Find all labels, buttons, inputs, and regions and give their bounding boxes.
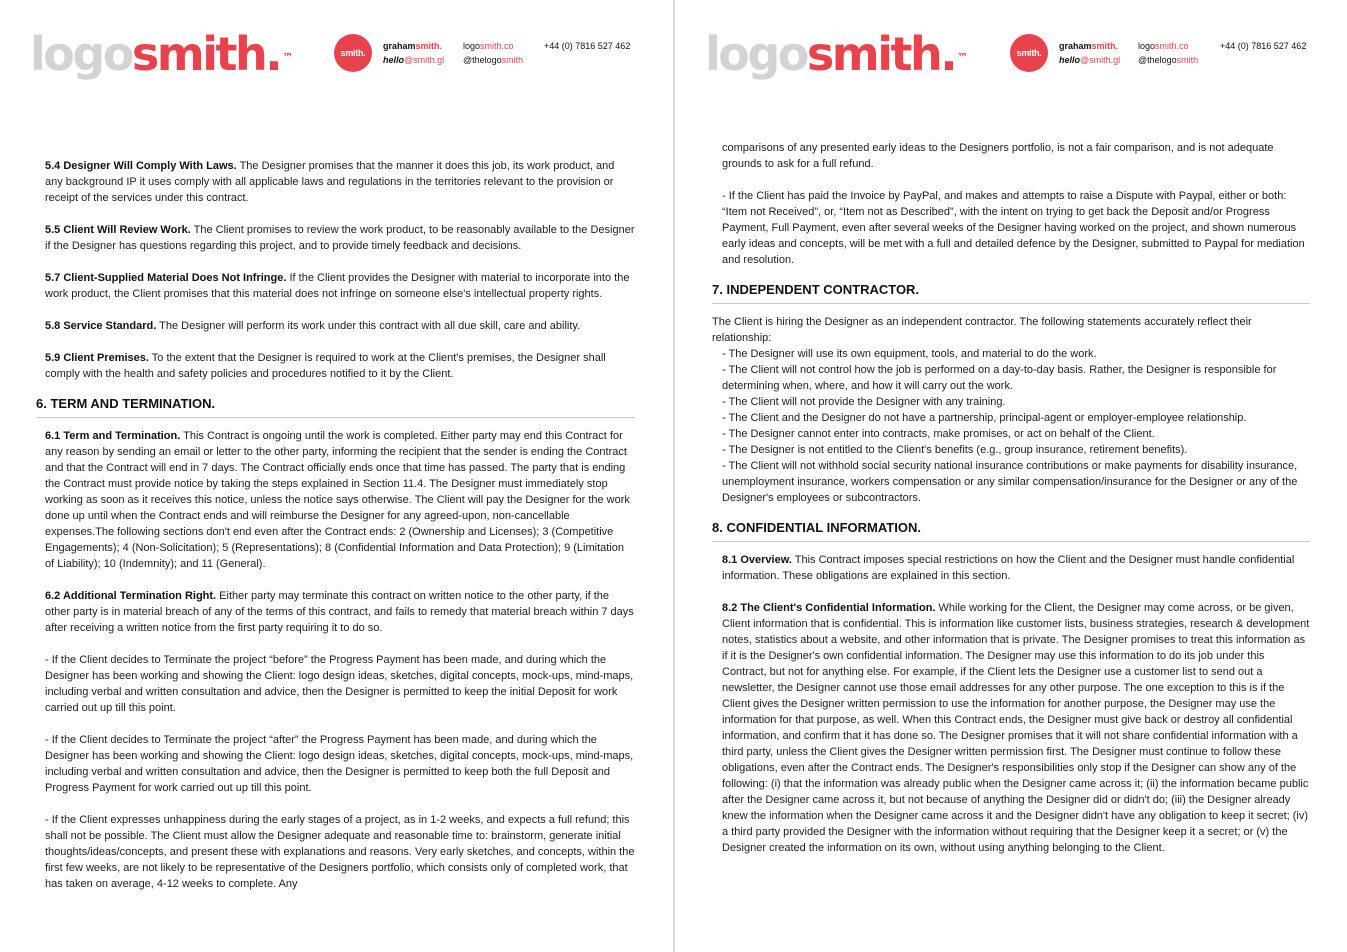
contact-phone <box>544 40 630 54</box>
clause-6-1 <box>45 428 635 572</box>
section-7-intro: The Client is hiring the Designer as an independent contractor. The following statements accurately reflect their relationship: <box>712 316 1252 344</box>
contact-social-b: smith <box>501 54 524 65</box>
contact-web-a: logo <box>1138 41 1156 51</box>
contact-name-email <box>1059 40 1120 67</box>
termination-after: - If the Client decides to Terminate the project “after” the Progress Payment has been made, and during which the Designer has been working and showing the Client: logo design ideas, sketches, digital concepts, mock-ups, mind-maps, including verbal and written consultation and advice, then the Designer is permitted to keep both the full Deposit and Progress Payment for work carried out up till this point. <box>45 734 634 794</box>
clause-5-9 <box>45 350 635 382</box>
clause-5-8 <box>45 318 635 334</box>
clause-5-7 <box>45 270 635 302</box>
clause-6-2 <box>45 588 635 636</box>
right-body <box>712 140 1310 872</box>
list-item: - The Client will not withhold social security national insurance contributions or make payments for disability insurance, unemployment insurance, workers compensation or any similar compensation/insurance for the Designer or any of the Designer's employees or subcontractors. <box>722 460 1298 504</box>
section-7-body <box>712 314 1310 506</box>
clause-8-2-text: While working for the Client, the Designer may come across, or be given, Client information that is confidential. This is information like customer lists, business strategies, research & development notes, statistics about a website, and other information that is private. The Designer promises to treat this information as if it is the Designer's own confidential information. The Designer may use this information to do its job under this Contract, but not for anything else. For example, if the Client lets the Designer use a customer list to send out a newsletter, the Designer cannot use those email addresses for any other purpose. The one exception to this is if the Client gives the Designer written permission to use the information for another purpose, the Designer may use the information for that purpose, as well. When this Contract ends, the Designer must give back or destroy all confidential information, and confirm that it has done so. The Designer promises that it will not share confidential information with a third party, unless the Client gives the Designer written permission first. The Designer must continue to follow these obligations, even after the Contract ends. The Designer's responsibilities only stop if the Designer can show any of the following: (i) that the information was already public when the Designer came across it; (ii) the information became public after the Designer came across it, but not because of anything the Designer did or didn't do; (iii) the Designer already knew the information when the Designer came across it and the Designer didn't have any obligation to keep it secret; (iv) a third party provided the Designer with the information without requiring that the Designer keep it a secret; or (v) the Designer created the information on its own, without using anything belonging to the Client. <box>722 602 1310 854</box>
clause-5-4 <box>45 158 635 206</box>
early-unhappiness: - If the Client expresses unhappiness during the early stages of a project, as in 1-2 weeks, and expects a full refund; this shall not be possible. The Client must allow the Designer adequate and reasonable time to: brainstorm, generate initial thoughts/ideas/concepts, and present these with explanations and reasons. Very early sketches, and concepts, within the first few weeks, are not likely to be representative of the Designers portfolio, which consists only of completed work, that has taken on average, 4-12 weeks to complete. Any <box>45 814 635 890</box>
contact-phone <box>1220 40 1306 54</box>
clause-5-5-title: 5.5 Client Will Review Work. <box>45 224 191 236</box>
contact-email-domain: @smith.gl <box>404 54 445 65</box>
left-body <box>36 158 635 908</box>
section-8-body <box>712 552 1310 856</box>
clause-8-1 <box>722 552 1310 584</box>
smith-badge-icon <box>1010 34 1048 72</box>
logo-trademark: ™ <box>282 51 294 64</box>
contact-web-b: smith.co <box>480 41 514 51</box>
clause-5-9-title: 5.9 Client Premises. <box>45 352 149 364</box>
clause-8-1-text: This Contract imposes special restrictions on how the Client and the Designer must handle confidential information. These obligations are explained in this section. <box>722 554 1295 582</box>
list-item: - The Client will not provide the Designer with any training. <box>722 396 1006 408</box>
clause-8-2-title: 8.2 The Client's Confidential Information. <box>722 602 936 614</box>
clause-5-7-text: If the Client provides the Designer with material to incorporate into the work product, the Client promises that this material does not infringe on someone else's intellectual property rights. <box>45 272 630 300</box>
section-8-heading: 8. CONFIDENTIAL INFORMATION. <box>712 520 1310 542</box>
clause-8-2 <box>722 600 1310 856</box>
badge-text: smith. <box>340 48 366 58</box>
contact-web-a: logo <box>463 41 481 51</box>
clause-5-5-text: The Client promises to review the work product, to be reasonably available to the Designer if the Designer has questions regarding this project, and to provide timely feedback and decisions. <box>45 224 635 252</box>
contact-email-domain: @smith.gl <box>1080 54 1121 65</box>
contact-web-b: smith.co <box>1155 41 1189 51</box>
list-item: - The Designer is not entitled to the Client's benefits (e.g., group insurance, retirement benefits). <box>722 444 1188 456</box>
clause-5-8-text: The Designer will perform its work under this contract with all due skill, care and ability. <box>156 320 581 332</box>
page-right <box>675 0 1347 952</box>
contact-web-social <box>463 40 523 67</box>
smith-badge-icon <box>334 34 372 72</box>
section-6-heading: 6. TERM AND TERMINATION. <box>36 396 635 418</box>
clause-5-7-title: 5.7 Client-Supplied Material Does Not Infringe. <box>45 272 287 284</box>
refund-continued <box>712 140 1310 268</box>
clause-8-1-title: 8.1 Overview. <box>722 554 792 566</box>
paypal-paragraph: - If the Client has paid the Invoice by PayPal, and makes and attempts to raise a Dispute with Paypal, either or both: “Item not Received”, or, “Item not as Described”, with the intent on trying to get back the Deposit and/or Progress Payment, Full Payment, even after several weeks of the Designer having worked on the project, and shown numerous early ideas and concepts, will be met with a full and detailed defence by the Designer, submitted to Paypal for mediation and resolution. <box>722 190 1305 266</box>
logo <box>30 28 293 80</box>
page-left <box>0 0 673 952</box>
contact-social-a: @thelogo <box>463 54 502 65</box>
contact-email-user: hello <box>383 54 405 65</box>
clause-5-5 <box>45 222 635 254</box>
clause-5-4-title: 5.4 Designer Will Comply With Laws. <box>45 160 237 172</box>
contact-name-first: graham <box>383 41 416 51</box>
list-item: - The Designer will use its own equipment, tools, and material to do the work. <box>722 348 1097 360</box>
logo-text-red: smith. <box>806 27 956 81</box>
clause-5-9-text: To the extent that the Designer is required to work at the Client's premises, the Designer shall comply with the health and safety policies and procedures notified to it by the Client. <box>45 352 606 380</box>
phone-number: +44 (0) 7816 527 462 <box>544 41 631 51</box>
clause-5-4-text: The Designer promises that the manner it does this job, its work product, and any background IP it uses comply with all applicable laws and regulations in the territories relevant to the provision or receipt of the services under this contract. <box>45 160 615 204</box>
logo-trademark: ™ <box>957 51 969 64</box>
termination-before: - If the Client decides to Terminate the project “before” the Progress Payment has been made, and during which the Designer has been working and showing the Client: logo design ideas, sketches, digital concepts, mock-ups, mind-maps, including verbal and written consultation and advice, then the Designer is permitted to keep the initial Deposit for work carried out up till this point. <box>45 654 634 714</box>
clause-6-1-title: 6.1 Term and Termination. <box>45 430 181 442</box>
section-7-heading: 7. INDEPENDENT CONTRACTOR. <box>712 282 1310 304</box>
logo-text-grey: logo <box>705 27 807 81</box>
phone-number: +44 (0) 7816 527 462 <box>1220 41 1307 51</box>
clause-6-2-text: Either party may terminate this contract on written notice to the other party, if the other party is in material breach of any of the terms of this contract, and fails to remedy that material breach within 7 days after receiving a written notice from the first party requiring it to do so. <box>45 590 634 634</box>
logo-text-grey: logo <box>30 27 132 81</box>
list-item: - The Client and the Designer do not have a partnership, principal-agent or employer-employee relationship. <box>722 412 1247 424</box>
logo <box>705 28 968 80</box>
clause-5-8-title: 5.8 Service Standard. <box>45 320 157 332</box>
clause-6-1-text: This Contract is ongoing until the work is completed. Either party may end this Contract for any reason by sending an email or letter to the other party, informing the recipient that the sender is ending the Contract and that the Contract will end in 7 days. The Contract officially ends once that time has passed. The party that is ending the Contract must provide notice by taking the steps explained in Section 11.4. The Designer must immediately stop working as soon as it receives this notice, unless the notice says otherwise. The Client will pay the Designer for the work done up until when the Contract ends and will reimburse the Designer for any agreed-upon, non-cancellable expenses.The following sections don't end even after the Contract ends: 2 (Ownership and Licenses); 3 (Competitive Engagements); 4 (Non-Solicitation); 5 (Representations); 8 (Confidential Information and Data Protection); 9 (Limitation of Liability); 10 (Indemnity); and 11 (General). <box>45 430 630 570</box>
contact-name-last: smith. <box>1091 41 1119 51</box>
contact-name-email <box>383 40 444 67</box>
list-item: - The Client will not control how the job is performed on a day-to-day basis. Rather, the Designer is responsible for determining when, where, and how it will carry out the work. <box>722 364 1277 392</box>
contact-name-last: smith. <box>415 41 443 51</box>
clause-6-2-title: 6.2 Additional Termination Right. <box>45 590 217 602</box>
contact-email-user: hello <box>1059 54 1081 65</box>
badge-text: smith. <box>1016 48 1042 58</box>
contact-name-first: graham <box>1059 41 1092 51</box>
contact-social-b: smith <box>1176 54 1199 65</box>
list-item: - The Designer cannot enter into contracts, make promises, or act on behalf of the Client. <box>722 428 1155 440</box>
logo-text-red: smith. <box>131 27 281 81</box>
contact-social-a: @thelogo <box>1138 54 1177 65</box>
section-7-list <box>712 346 1310 506</box>
contact-web-social <box>1138 40 1198 67</box>
comparison-paragraph: comparisons of any presented early ideas to the Designers portfolio, is not a fair comparison, and is not adequate grounds to ask for a full refund. <box>722 142 1274 170</box>
